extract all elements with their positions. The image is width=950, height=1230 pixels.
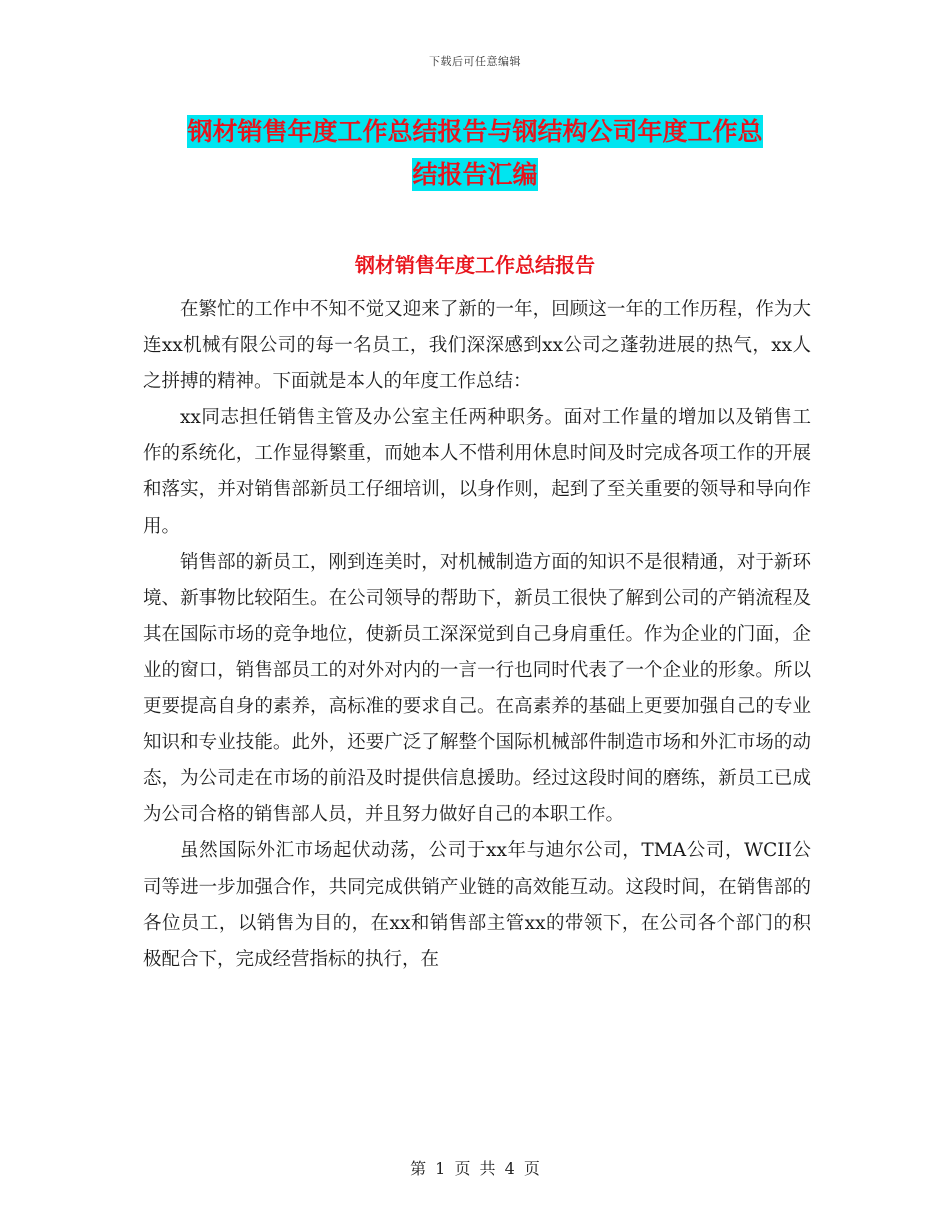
page-footer: 第 1 页 共 4 页 [410, 1159, 540, 1178]
section-title: 钢材销售年度工作总结报告 [355, 253, 595, 277]
paragraph: xx同志担任销售主管及办公室主任两种职务。面对工作量的增加以及销售工作的系统化，工作显得繁重，而她本人不惜利用休息时间及时完成各项工作的开展和落实，并对销售部新员工仔细培训，以身作则，起到了至关重要的领导和导向作用。 [143, 407, 811, 537]
document-title [145, 110, 805, 196]
document-title-line-2: 结报告汇编 [412, 160, 538, 189]
paragraph: 虽然国际外汇市场起伏动荡，公司于xx年与迪尔公司，TMA公司，WCII公司等进一步加强合作，共同完成供销产业链的高效能互动。这段时间，在销售部的各位员工，以销售为目的，在xx和销售部主管xx的带领下，在公司各个部门的积极配合下，完成经营指标的执行，在 [143, 840, 811, 970]
paragraph: 在繁忙的工作中不知不觉又迎来了新的一年，回顾这一年的工作历程，作为大连xx机械有限公司的每一名员工，我们深深感到xx公司之蓬勃进展的热气，xx人之拼搏的精神。下面就是本人的年度工作总结： [143, 299, 811, 393]
document-body [143, 292, 811, 978]
paragraph: 销售部的新员工，刚到连美时，对机械制造方面的知识不是很精通，对于新环境、新事物比较陌生。在公司领导的帮助下，新员工很快了解到公司的产销流程及其在国际市场的竞争地位，使新员工深深觉到自己身肩重任。作为企业的门面，企业的窗口，销售部员工的对外对内的一言一行也同时代表了一个企业的形象。所以更要提高自身的素养，高标准的要求自己。在高素养的基础上更要加强自己的专业知识和专业技能。此外，还要广泛了解整个国际机械部件制造市场和外汇市场的动态，为公司走在市场的前沿及时提供信息援助。经过这段时间的磨练，新员工已成为公司合格的销售部人员，并且努力做好自己的本职工作。 [143, 551, 811, 826]
header-note: 下载后可任意编辑 [429, 55, 521, 68]
document-title-line-1: 钢材销售年度工作总结报告与钢结构公司年度工作总 [187, 117, 763, 146]
